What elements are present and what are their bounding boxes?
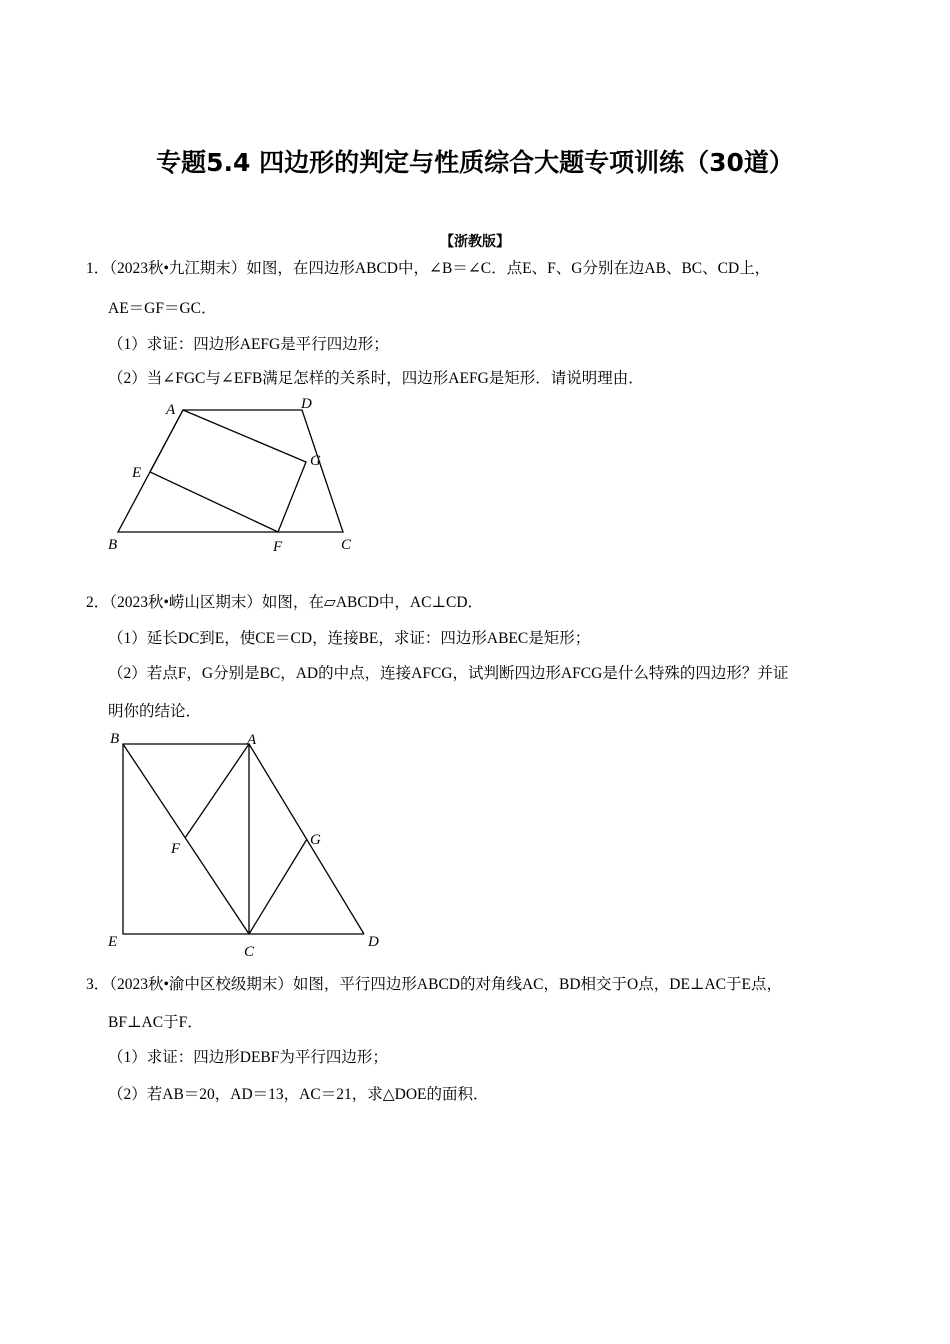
- q2-line-4: 明你的结论．: [108, 703, 202, 720]
- label-e: E: [132, 465, 142, 481]
- q2-part-1: （1）延长DC到E，使CE＝CD，连接BE，求证：四边形ABEC是矩形；: [108, 630, 591, 647]
- label-f: F: [273, 539, 283, 555]
- figure-1: [118, 410, 343, 532]
- figure-1-labels: [108, 396, 352, 555]
- label-g: G: [310, 832, 321, 848]
- q1-line-2: AE＝GF＝GC．: [108, 300, 217, 317]
- label-c: C: [341, 537, 352, 553]
- label-b: B: [108, 537, 118, 553]
- label-b: B: [110, 731, 120, 747]
- q2-line-1: 2．（2023秋•崂山区期末）如图，在▱ABCD中，AC⊥CD．: [86, 594, 484, 611]
- page-title: 专题5.4 四边形的判定与性质综合大题专项训练（30道）: [156, 148, 794, 177]
- label-f: F: [171, 841, 181, 857]
- q1-part-1: （1）求证：四边形AEFG是平行四边形；: [108, 336, 389, 353]
- q3-part-1: （1）求证：四边形DEBF为平行四边形；: [108, 1049, 388, 1066]
- quad-aefg: [150, 410, 306, 532]
- label-a: A: [247, 732, 257, 748]
- label-d: D: [301, 396, 312, 412]
- q3-line-2: BF⊥AC于F．: [108, 1014, 203, 1031]
- label-g: G: [310, 453, 321, 469]
- figure-2: [123, 744, 364, 934]
- label-c: C: [244, 944, 255, 960]
- q1-line-1: 1．（2023秋•九江期末）如图，在四边形ABCD中，∠B＝∠C．点E、F、G分别在边AB、BC、CD上，: [86, 260, 771, 277]
- q2-part-2: （2）若点F，G分别是BC，AD的中点，连接AFCG，试判断四边形AFCG是什么特殊的四边形？并证: [108, 665, 789, 682]
- segment-af: [185, 744, 249, 838]
- q1-part-2: （2）当∠FGC与∠EFB满足怎样的关系时，四边形AEFG是矩形．请说明理由．: [108, 370, 644, 387]
- label-d: D: [368, 934, 379, 950]
- q3-part-2: （2）若AB＝20，AD＝13，AC＝21，求△DOE的面积．: [108, 1086, 489, 1103]
- edition-label: 【浙教版】: [440, 235, 510, 250]
- q3-line-1: 3．（2023秋•渝中区校级期末）如图，平行四边形ABCD的对角线AC，BD相交于O点，DE⊥AC于E点，: [86, 976, 782, 993]
- segment-cg: [249, 839, 307, 934]
- quad-abcd: [118, 410, 343, 532]
- label-a: A: [166, 402, 176, 418]
- label-e: E: [108, 934, 118, 950]
